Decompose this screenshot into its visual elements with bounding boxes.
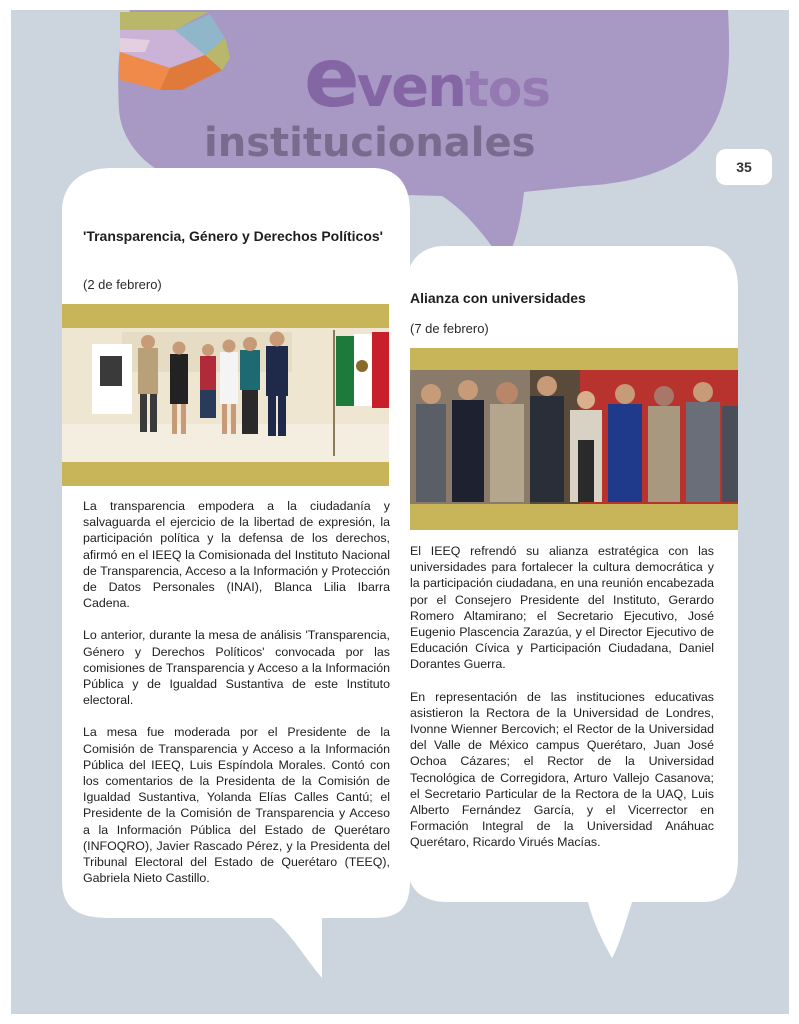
right-article-paragraph: El IEEQ refrendó su alianza estratégica con las universidades para fortalecer la cultura democrática y la participación ciudadana, en una reunión encabezada por el Consejero Presidente del Instituto, Gerardo Romero Altamirano; el Secretario Ejecutivo, José Eugenio Plascencia Zarazúa, y el Director Ejecutivo de Educación Cívica y Participación Ciudadana, Daniel Dorantes Guerra. [410, 544, 714, 672]
left-article-paragraph: La transparencia empodera a la ciudadanía y salvaguarda el ejercicio de la libertad de expresión, la participación política y la defensa de los derechos, afirmó en el IEEQ la Comisionada del Instituto Nacional de Transparencia, Acceso a la Información y Protección de Datos Personales (INAI), Blanca Lilia Ibarra Cadena. [83, 499, 390, 611]
left-article-date: (2 de febrero) [83, 277, 162, 292]
left-article-paragraph: La mesa fue moderada por el Presidente de la Comisión de Transparencia y Acceso a la Información Pública del IEEQ, Luis Espíndola Morales. Contó con los comentarios de la Presidenta de la Comisión de Igualdad Sustantiva, Yolanda Elías Calles Cantú; el Presidente de la Comisión de Transparencia y Acceso a la Información Pública del Estado de Querétaro (INFOQRO), Javier Rascado Pérez, y la Presidenta del Tribunal Electoral del Estado de Querétaro (TEEQ), Gabriela Nieto Castillo. [83, 725, 390, 886]
right-article-photo [410, 348, 738, 530]
page-title [304, 31, 550, 126]
right-article-heading: Alianza con universidades [410, 290, 586, 306]
group-photo-icon [62, 304, 389, 486]
title-part-ven: ven [356, 55, 465, 120]
left-article-photo [62, 304, 389, 486]
group-photo-icon [410, 348, 738, 530]
right-article-paragraph: En representación de las instituciones educativas asistieron la Rectora de la Universidad de Londres, Ivonne Wienner Bercovich; el Rector de la Universidad del Valle de México campus Querétaro, Juan José Ochoa Cázares; el Rector de la Universidad Tecnológica de Corregidora, Arturo Vallejo Casanova; el Secretario Particular de la Rectora de la UAQ, Luis Alberto Fernández García, y el Vicerrector en Formación Integral de la Universidad Anáhuac Querétaro, Ricardo Virués Macías. [410, 689, 714, 850]
page-subtitle: institucionales [204, 120, 536, 166]
left-article-heading: 'Transparencia, Género y Derechos Políticos' [83, 228, 383, 244]
left-article-paragraph: Lo anterior, durante la mesa de análisis 'Transparencia, Género y Derechos Políticos' convocada por las comisiones de Transparencia y Acceso a la Información Pública y de Igualdad Sustantiva de este Instituto electoral. [83, 628, 390, 708]
logo-shape-pink [120, 38, 150, 52]
page-number: 35 [716, 149, 772, 185]
left-article-body [83, 498, 390, 902]
title-part-tos: tos [464, 60, 550, 118]
right-article-body [410, 543, 714, 867]
title-letter-e: e [304, 31, 357, 126]
right-article-date: (7 de febrero) [410, 321, 489, 336]
